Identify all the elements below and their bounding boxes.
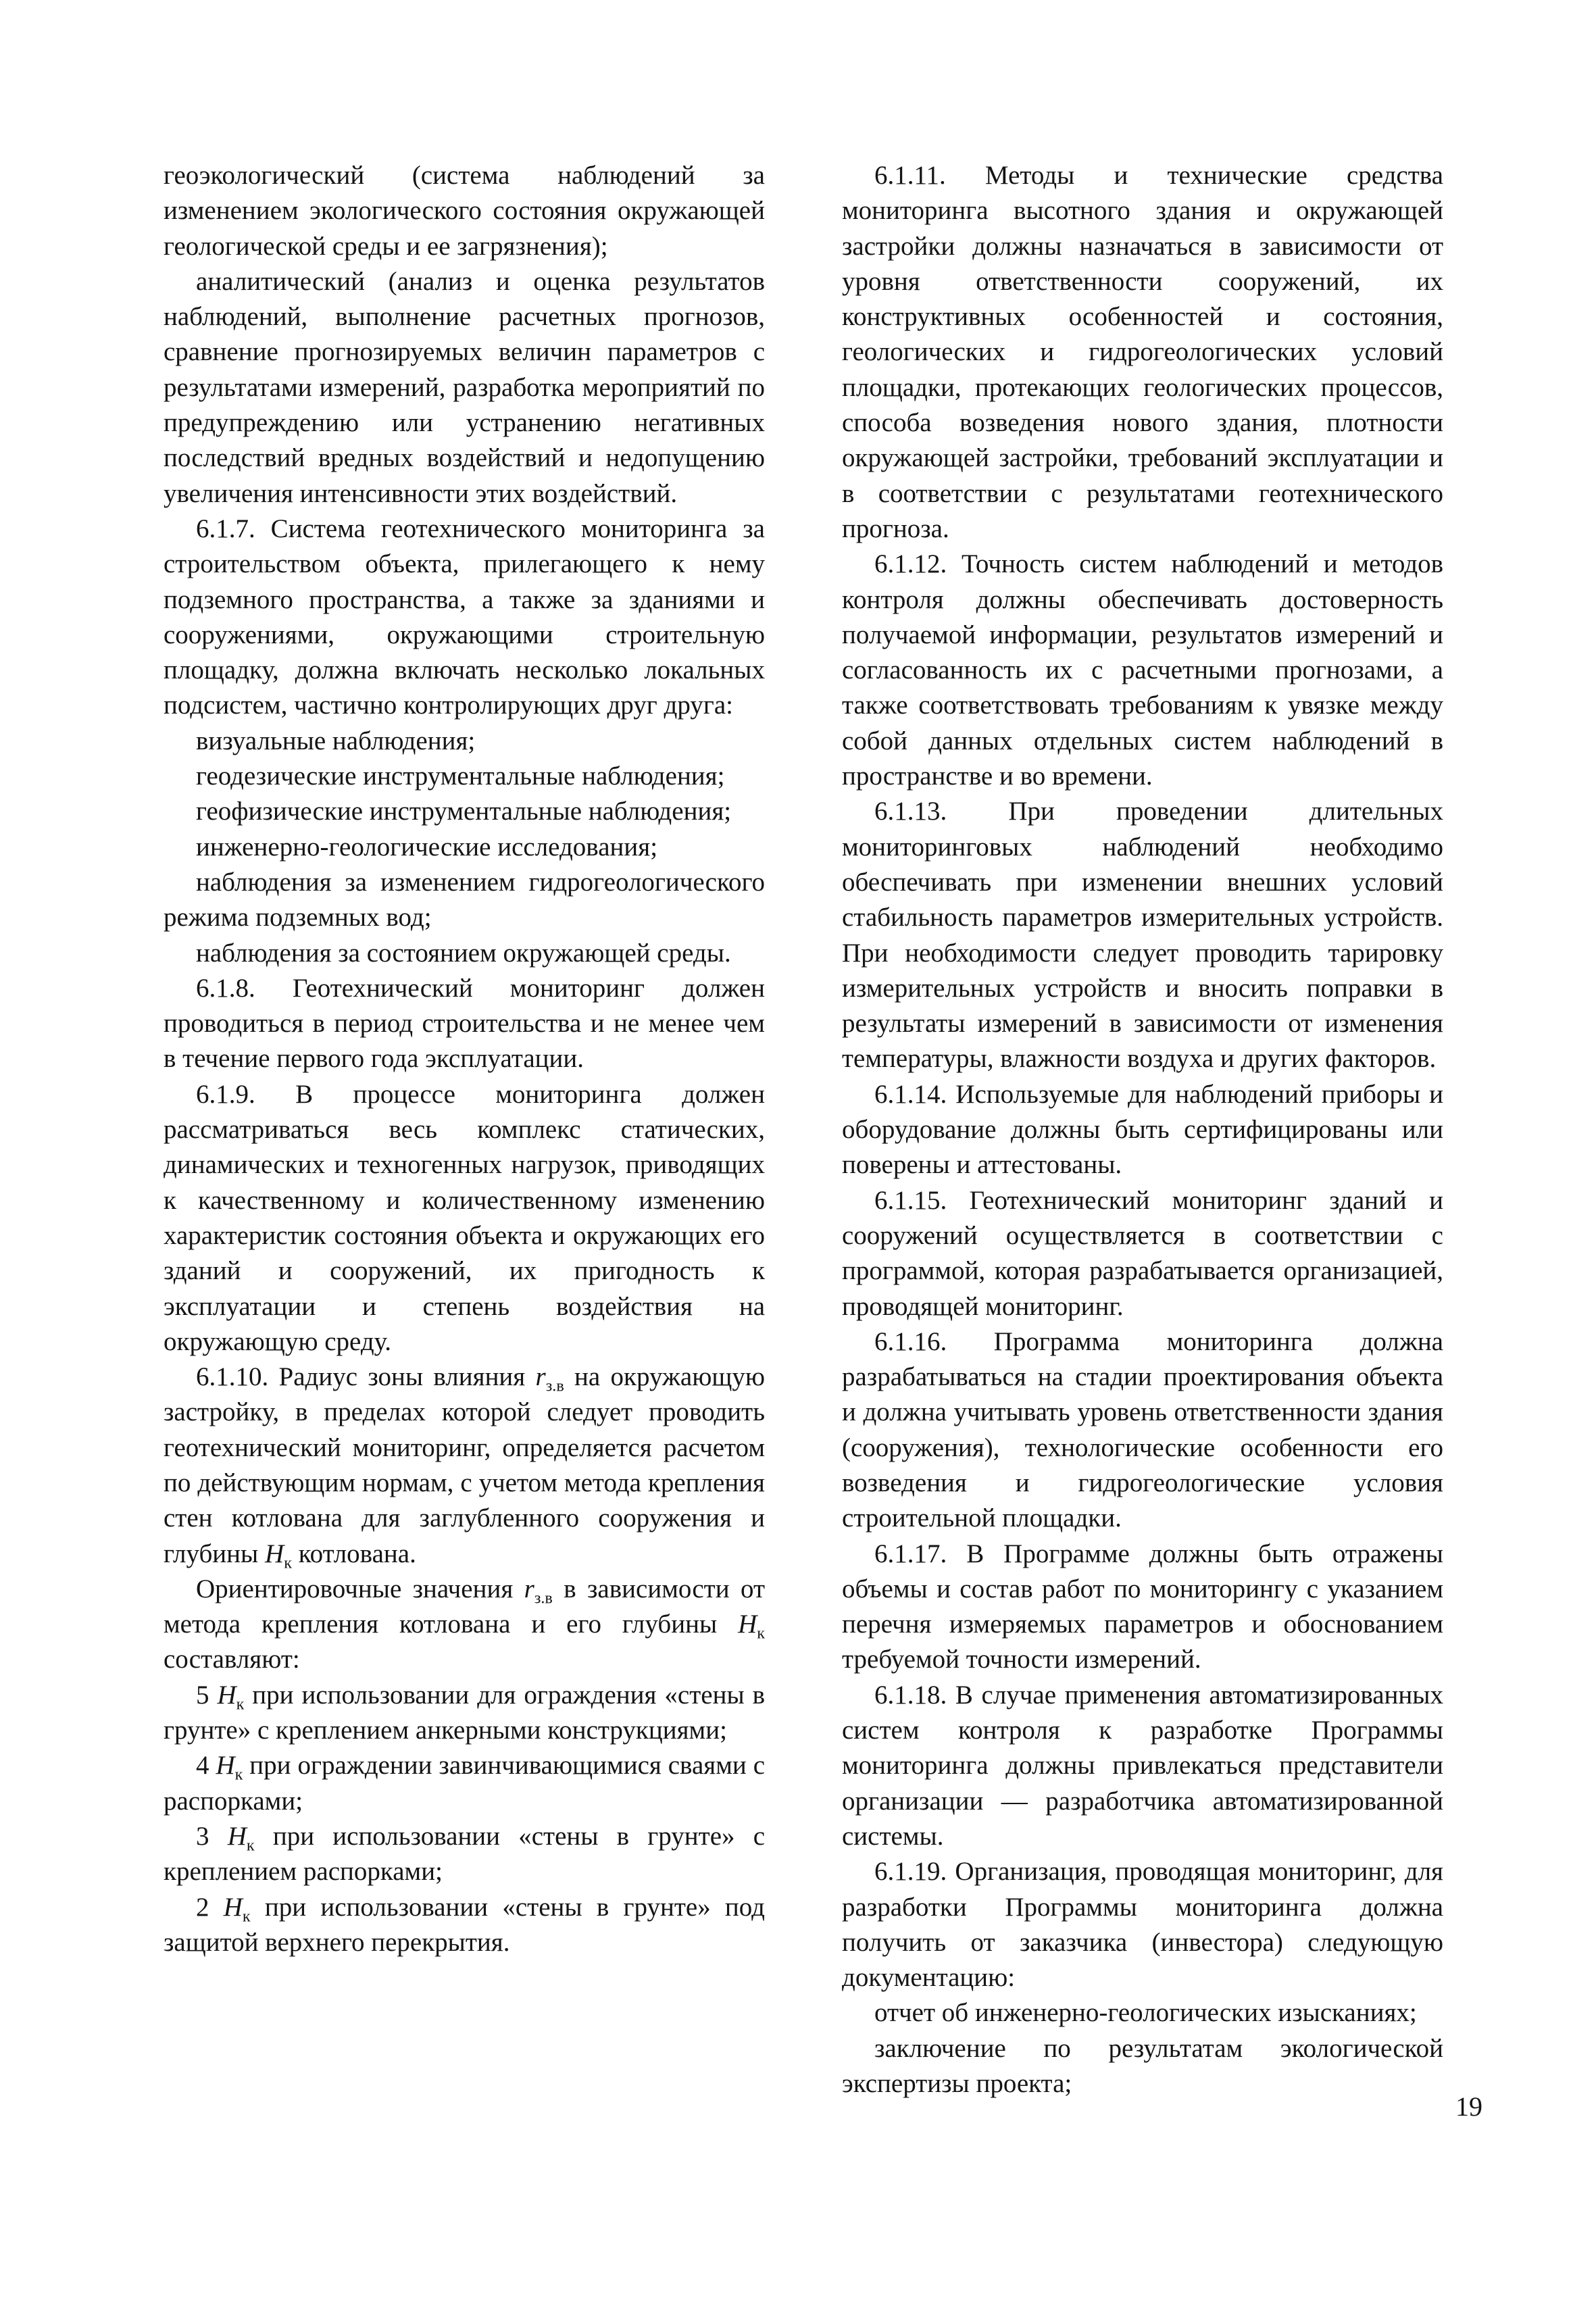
symbol-h: $H_к$	[216, 1751, 243, 1784]
paragraph-text: в зависимости от метода крепления котлована и его глубины	[164, 1574, 765, 1639]
paragraph: 6.1.12. Точность систем наблюдений и методов контроля должны обеспечивать достоверность получаемой информации, результатов измерений и согласованность их с расчетными прогнозами, а также соответствовать требованиям к увязке между собой данных отдельных систем наблюдений в пространстве и во времени.	[842, 549, 1443, 791]
list-item: 2 $H_к$ при использовании «стены в грунте» под защитой верхнего перекрытия.	[164, 1892, 766, 1957]
list-item: 4 $H_к$ при ограждении завинчивающимися сваями с распорками;	[164, 1751, 766, 1816]
paragraph: 6.1.19. Организация, проводящая мониторинг, для разработки Программы мониторинга должна получить от заказчика (инвестора) следующую документацию:	[842, 1857, 1443, 1993]
paragraph: 6.1.8. Геотехнический мониторинг должен проводиться в период строительства и не менее чем в течение первого года эксплуатации.	[164, 973, 765, 1074]
left-column	[164, 158, 765, 1960]
symbol-h: $H_к$	[217, 1680, 245, 1714]
paragraph-text: составляют:	[164, 1645, 300, 1674]
paragraph: 6.1.13. При проведении длительных мониторинговых наблюдений необходимо обеспечивать при изменении внешних условий стабильность параметров измерительных устройств. При необходимости следует проводить тарировку измерительных устройств и вносить поправки в результаты измерений в зависимости от изменения температуры, влажности воздуха и других факторов.	[842, 797, 1443, 1074]
list-item: наблюдения за состоянием окружающей среды.	[196, 938, 731, 968]
list-item: геодезические инструментальные наблюдения;	[196, 762, 725, 791]
paragraph: 6.1.14. Используемые для наблюдений приборы и оборудование должны быть сертифицированы или поверены и аттестованы.	[842, 1079, 1443, 1180]
list-item: наблюдения за изменением гидрогеологического режима подземных вод;	[164, 867, 765, 932]
list-item: отчет об инженерно-геологических изысканиях;	[874, 1998, 1417, 2028]
paragraph: 6.1.9. В процессе мониторинга должен рассматриваться весь комплекс статических, динамических и техногенных нагрузок, приводящих к качественному и количественному изменению характеристик состояния объекта и окружающих его зданий и сооружений, их пригодность к эксплуатации и степень воздействия на окружающую среду.	[164, 1079, 765, 1356]
paragraph: 6.1.7. Система геотехнического мониторинга за строительством объекта, прилегающего к нему подземного пространства, а также за зданиями и сооружениями, окружающими строительную площадку, должна включать несколько локальных подсистем, частично контролирующих друг друга:	[164, 514, 765, 720]
symbol-r: $r_{з.в}$	[524, 1574, 553, 1608]
paragraph-text: на окружающую застройку, в пределах которой следует проводить геотехнический мониторинг, определяется расчетом по действующим нормам, с учетом метода крепления стен котлована для заглубленного сооружения и глубины	[164, 1362, 765, 1568]
page-number: 19	[1455, 2091, 1482, 2122]
right-column	[842, 158, 1443, 2101]
list-item: геофизические инструментальные наблюдения;	[196, 797, 732, 826]
list-item: визуальные наблюдения;	[196, 726, 476, 755]
paragraph: 6.1.18. В случае применения автоматизированных систем контроля к разработке Программы мониторинга должны привлекаться представители организации — разработчика автоматизированной системы.	[842, 1680, 1443, 1851]
symbol-h: $H_к$	[227, 1821, 255, 1855]
list-item: 5 $H_к$ при использовании для ограждения «стены в грунте» с креплением анкерными конструкциями;	[164, 1680, 765, 1745]
symbol-r: $r_{з.в}$	[535, 1362, 564, 1395]
paragraph-text: котлована.	[298, 1539, 416, 1568]
paragraph-text: 6.1.10. Радиус зоны влияния	[196, 1362, 526, 1392]
symbol-h: $H_к$	[223, 1892, 251, 1925]
paragraph-text: Ориентировочные значения	[196, 1574, 514, 1603]
list-item: заключение по результатам экологической экспертизы проекта;	[842, 2033, 1443, 2099]
paragraph	[164, 1572, 765, 1678]
symbol-h: $H_к$	[738, 1610, 766, 1643]
paragraph: аналитический (анализ и оценка результатов наблюдений, выполнение расчетных прогнозов, сравнение прогнозируемых величин параметров с результатами измерений, разработка мероприятий по предупреждению или устранению негативных последствий вредных воздействий и недопущению увеличения интенсивности этих воздействий.	[164, 266, 765, 508]
list-item: 3 $H_к$ при использовании «стены в грунте» с креплением распорками;	[164, 1821, 766, 1887]
symbol-h: $H_к$	[265, 1539, 292, 1572]
list-item: инженерно-геологические исследования;	[196, 832, 658, 862]
paragraph: 6.1.16. Программа мониторинга должна разрабатываться на стадии проектирования объекта и должна учитывать уровень ответственности здания (сооружения), технологические особенности его возведения и гидрогеологические условия строительной площадки.	[842, 1326, 1443, 1533]
paragraph: 6.1.17. В Программе должны быть отражены объемы и состав работ по мониторингу с указанием перечня измеряемых параметров и обоснованием требуемой точности измерений.	[842, 1539, 1443, 1674]
paragraph: геоэкологический (система наблюдений за изменением экологического состояния окружающей геологической среды и ее загрязнения);	[164, 161, 765, 261]
paragraph: 6.1.15. Геотехнический мониторинг зданий и сооружений осуществляется в соответствии с программой, которая разрабатывается организацией, проводящей мониторинг.	[842, 1185, 1443, 1321]
paragraph	[164, 1360, 765, 1572]
paragraph: 6.1.11. Методы и технические средства мониторинга высотного здания и окружающей застройки должны назначаться в зависимости от уровня ответственности сооружений, их конструктивных особенностей и состояния, геологических и гидрогеологических условий площадки, протекающих геологических процессов, способа возведения нового здания, плотности окружающей застройки, требований эксплуатации и в соответствии с результатами геотехнического прогноза.	[842, 161, 1443, 543]
